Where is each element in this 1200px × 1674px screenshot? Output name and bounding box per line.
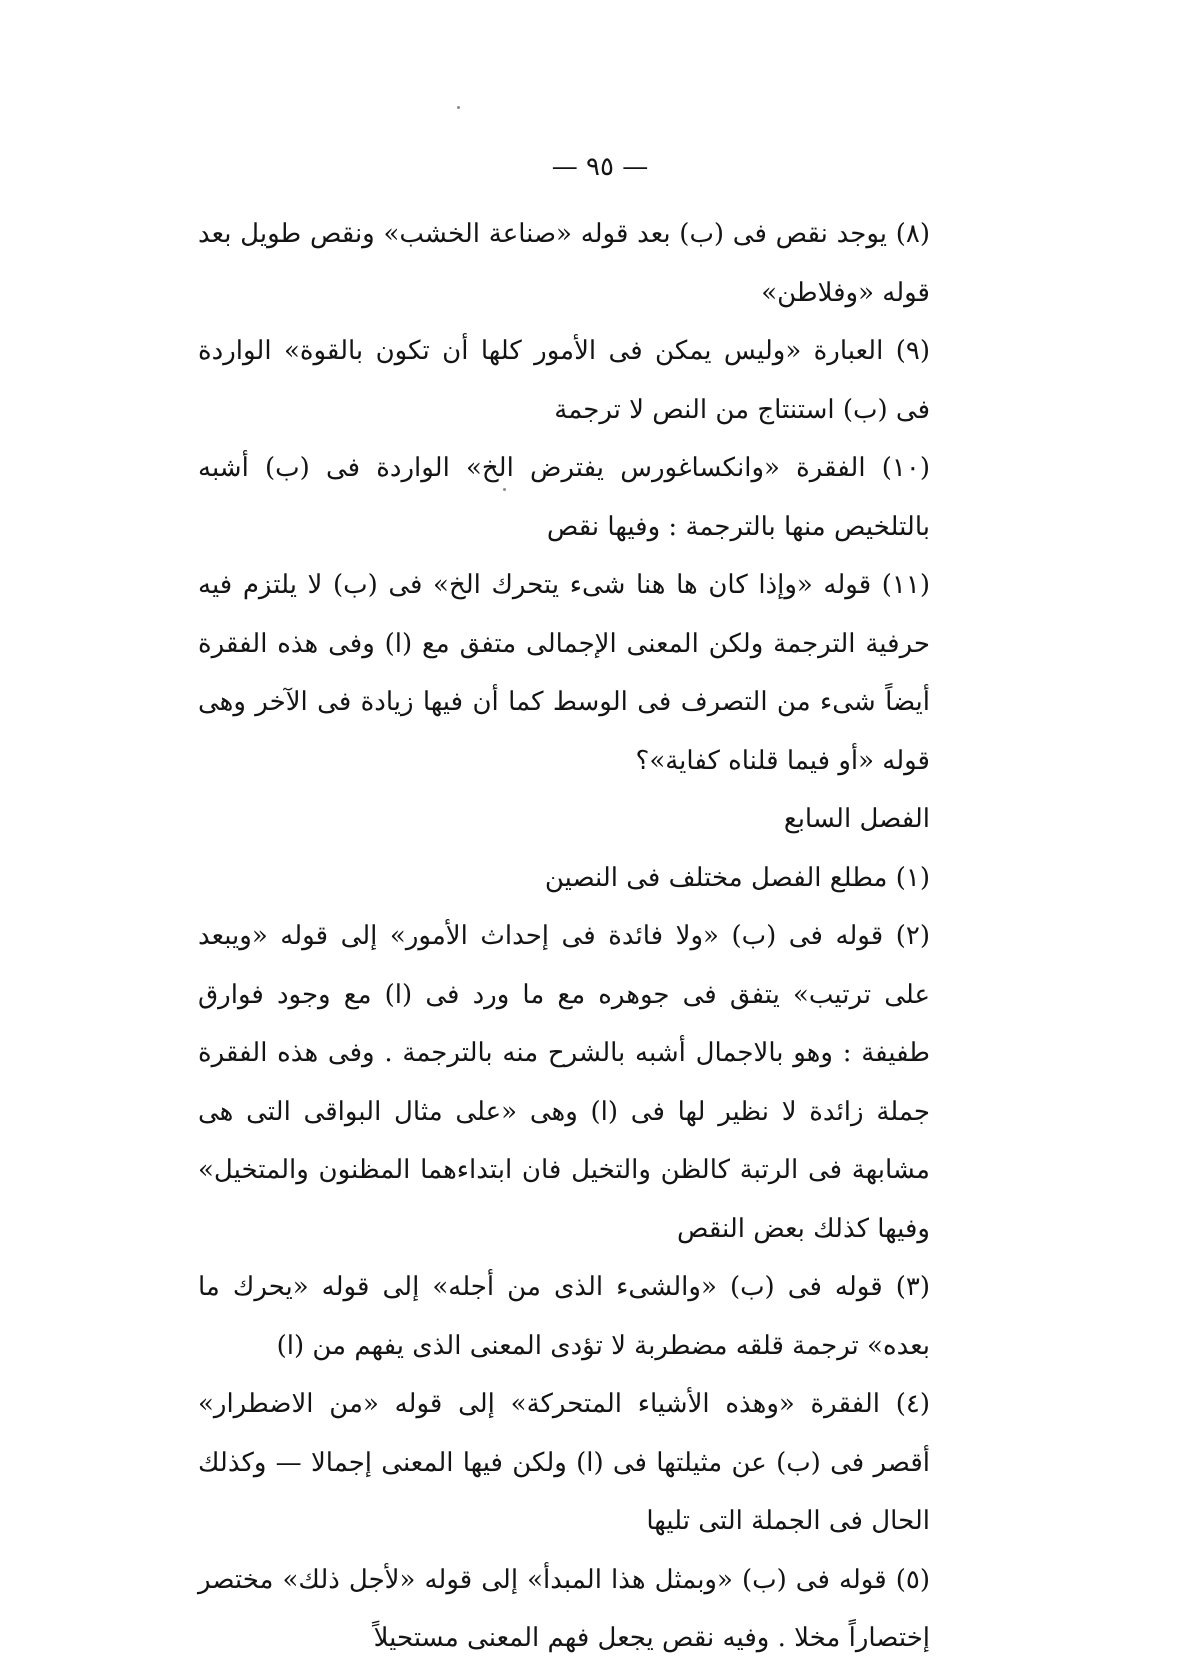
note-text: (١) مطلع الفصل مختلف فى النصين [544, 862, 930, 893]
chapter-note-2 [198, 907, 990, 1258]
note-text: (٨) يوجد نقص فى (ب) بعد قوله «صناعة الخشب» ونقص طويل بعد قوله «وفلاطن» [198, 219, 930, 308]
note-9 [198, 322, 990, 439]
note-text: (٢) قوله فى (ب) «ولا فائدة فى إحداث الأمور» إلى قوله «ويبعد على ترتيب» يتفق فى جوهره مع ما ورد فى (ا) مع وجود فوارق طفيفة : وهو بالاجمال أشبه بالشرح منه بالترجمة . وفى هذه الفقرة جملة زائدة لا نظير لها فى (ا) وهى «على مثال البواقى التى هى مشابهة فى الرتبة كالظن والتخيل فان ابتداءهما المظنون والمتخيل» وفيها كذلك بعض النقص [198, 921, 930, 1244]
chapter-note-3 [198, 1258, 990, 1375]
note-text: (٩) العبارة «وليس يمكن فى الأمور كلها أن تكون بالقوة» الواردة فى (ب) استنتاج من النص لا ترجمة [198, 336, 930, 425]
note-8 [198, 205, 990, 322]
print-speck [457, 106, 460, 109]
note-10 [198, 439, 990, 556]
note-11 [198, 556, 990, 790]
text-body [198, 205, 990, 1668]
chapter-heading: الفصل السابع [783, 804, 930, 834]
chapter-note-4 [198, 1375, 990, 1551]
note-text: (١١) قوله «وإذا كان ها هنا شىء يتحرك الخ» فى (ب) لا يلتزم فيه حرفية الترجمة ولكن المعنى الإجمالى متفق مع (ا) وفى هذه الفقرة أيضاً شىء من التصرف فى الوسط كما أن فيها زيادة فى الآخر وهى قوله «أو فيما قلناه كفاية»؟ [198, 570, 930, 776]
note-text: (٥) قوله فى (ب) «وبمثل هذا المبدأ» إلى قوله «لأجل ذلك» مختصر إختصاراً مخلا . وفيه نقص يجعل فهم المعنى مستحيلاً [198, 1564, 930, 1653]
note-text: (٤) الفقرة «وهذه الأشياء المتحركة» إلى قوله «من الاضطرار» أقصر فى (ب) عن مثيلتها فى (ا) ولكن فيها المعنى إجمالا — وكذلك الحال فى الجملة التى تليها [198, 1389, 930, 1536]
page-number: — ٩٥ — [551, 152, 649, 182]
note-text: (٣) قوله فى (ب) «والشىء الذى من أجله» إلى قوله «يحرك ما بعده» ترجمة قلقه مضطربة لا تؤدى المعنى الذى يفهم من (ا) [198, 1272, 930, 1361]
chapter-note-1 [198, 849, 990, 908]
note-text: (١٠) الفقرة «وانكساغورس يفترض الخ» الواردة فى (ب) أشبه بالتلخيص منها بالترجمة : وفيها نقص [198, 453, 930, 542]
chapter-note-5 [198, 1551, 990, 1668]
